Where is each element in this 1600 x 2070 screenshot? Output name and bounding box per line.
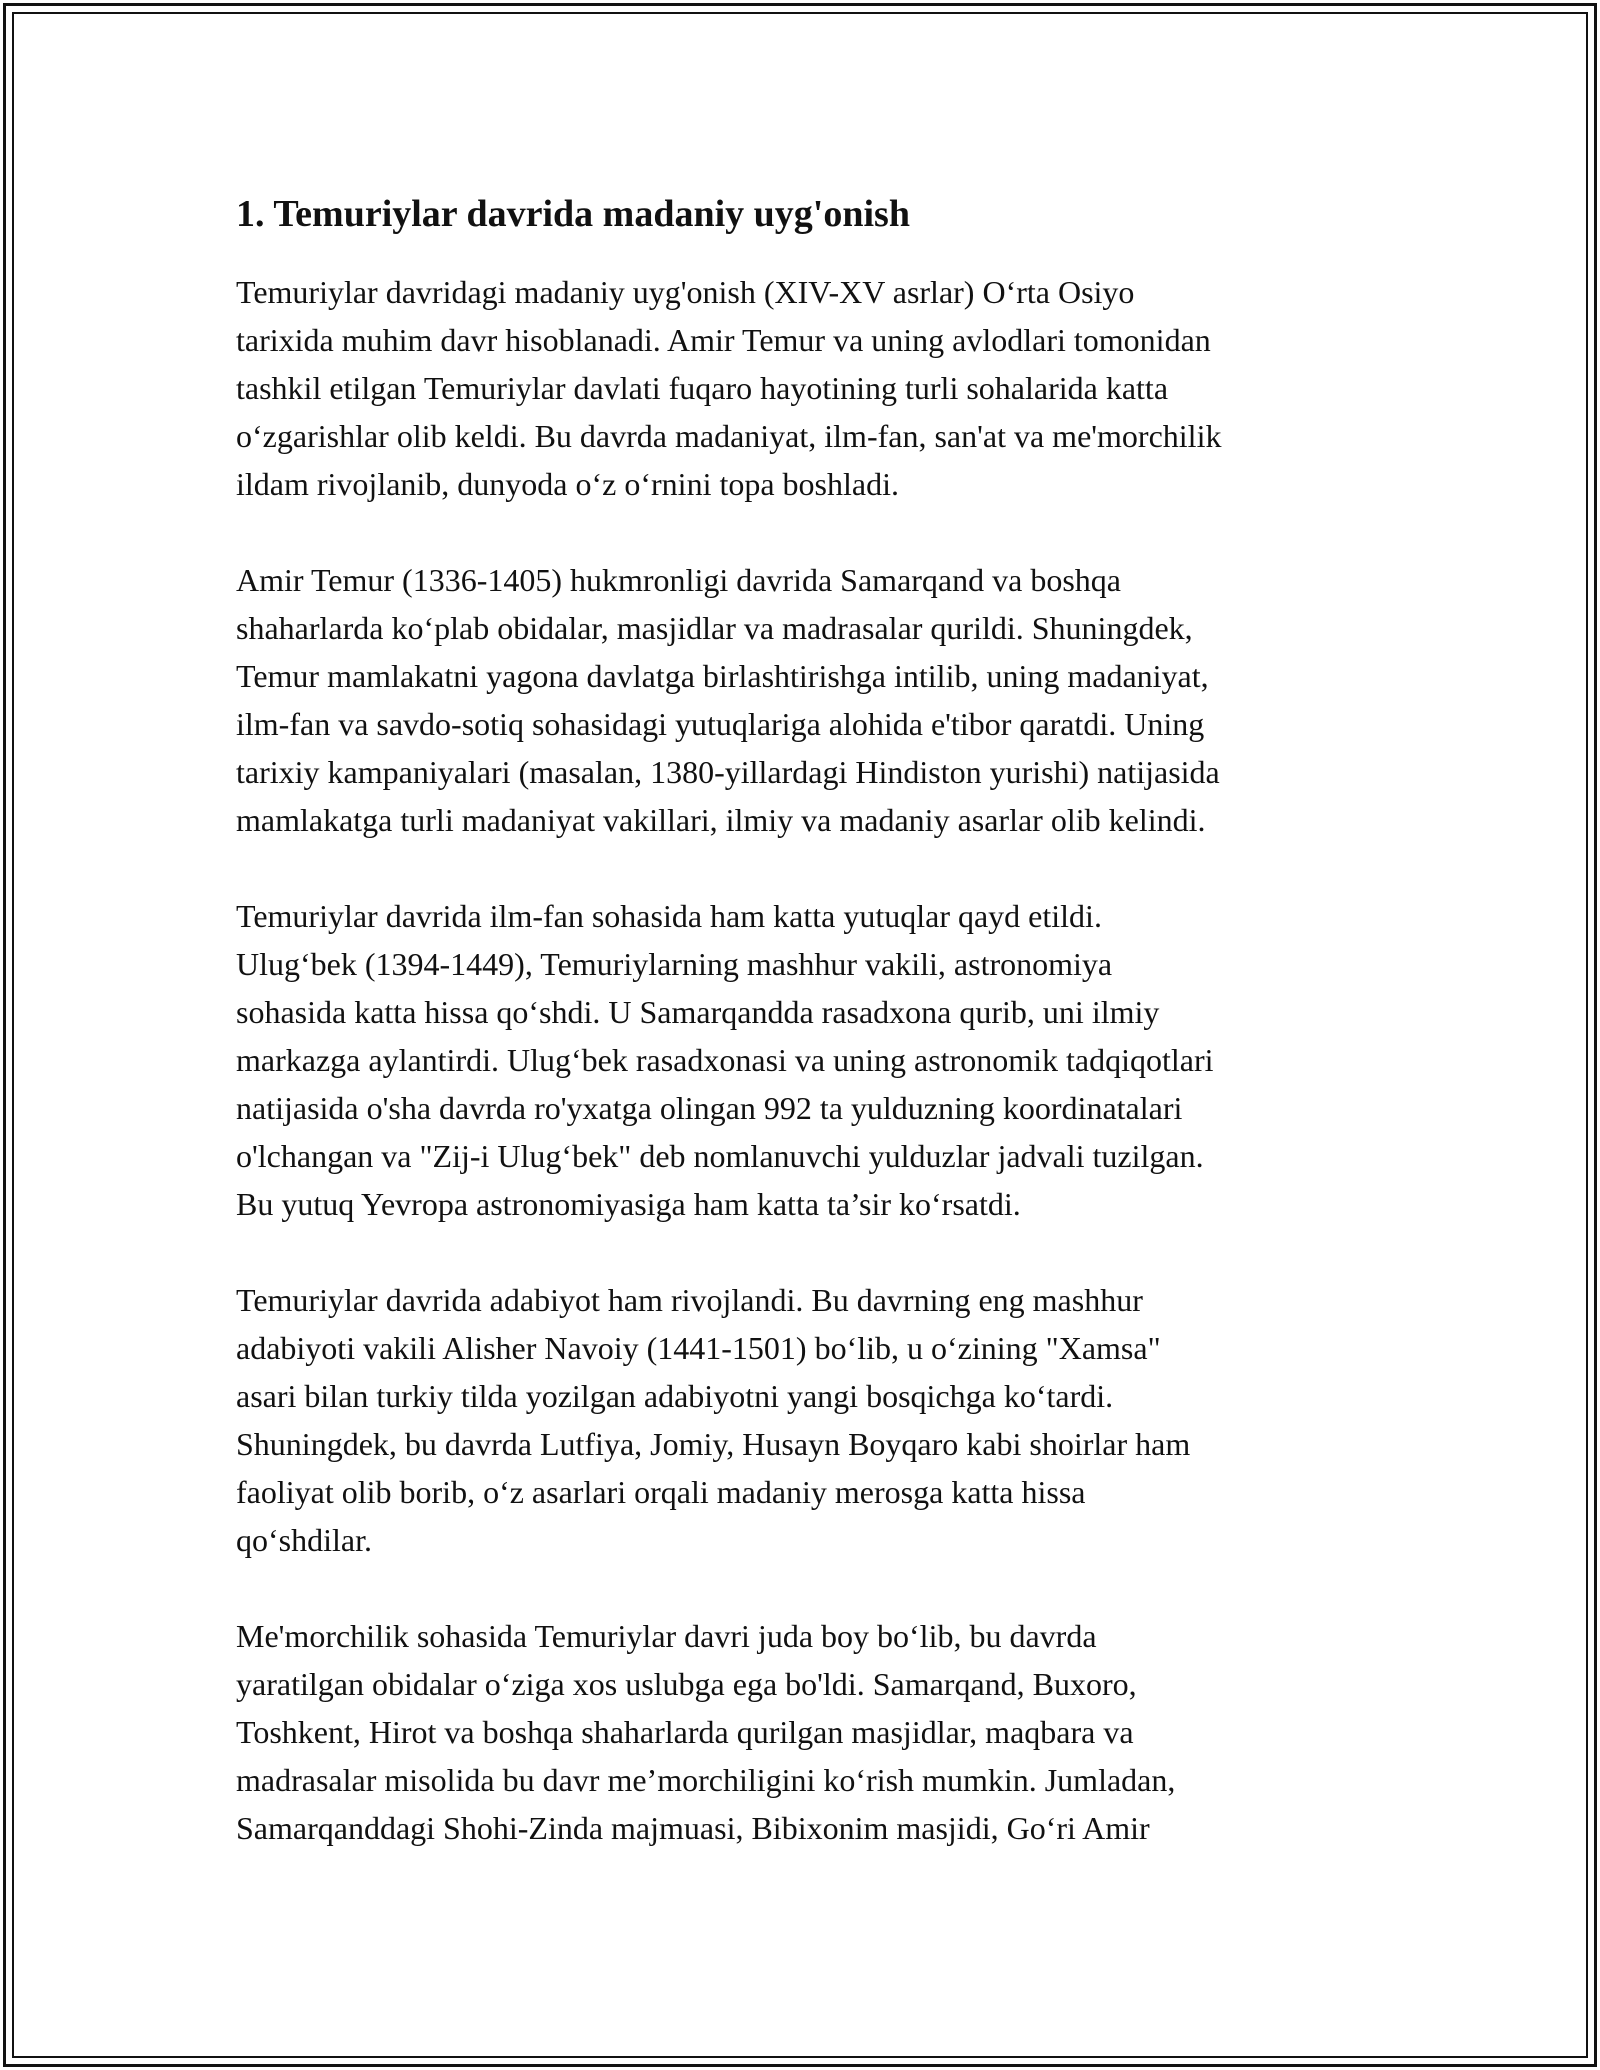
paragraph-line: markazga aylantirdi. Ulug‘bek rasadxonasi va uning astronomik tadqiqotlari [236,1042,1214,1078]
paragraph-architecture [236,1612,1386,1852]
paragraph-line: Bu yutuq Yevropa astronomiyasiga ham katta ta’sir ko‘rsatdi. [236,1186,1021,1222]
paragraph-line: mamlakatga turli madaniyat vakillari, ilmiy va madaniy asarlar olib kelindi. [236,802,1206,838]
paragraph-line: Shuningdek, bu davrda Lutfiya, Jomiy, Husayn Boyqaro kabi shoirlar ham [236,1426,1191,1462]
section-heading: 1. Temuriylar davrida madaniy uyg'onish [236,193,910,235]
paragraph-line: qo‘shdilar. [236,1522,372,1558]
paragraph-line: tashkil etilgan Temuriylar davlati fuqaro hayotining turli sohalarida katta [236,370,1169,406]
paragraph-line: Temuriylar davrida ilm-fan sohasida ham katta yutuqlar qayd etildi. [236,898,1102,934]
paragraph-line: madrasalar misolida bu davr me’morchiligini ko‘rish mumkin. Jumladan, [236,1762,1176,1798]
paragraph-line: Temuriylar davridagi madaniy uyg'onish (XIV-XV asrlar) O‘rta Osiyo [236,274,1135,310]
paragraph-line: shaharlarda ko‘plab obidalar, masjidlar va madrasalar qurildi. Shuningdek, [236,610,1193,646]
paragraph-line: adabiyoti vakili Alisher Navoiy (1441-1501) bo‘lib, u o‘zining "Xamsa" [236,1330,1161,1366]
document-body [236,186,1386,1852]
paragraph-line: ilm-fan va savdo-sotiq sohasidagi yutuqlariga alohida e'tibor qaratdi. Uning [236,706,1205,742]
paragraph-spacer [236,508,1386,556]
paragraph-spacer [236,844,1386,892]
paragraph-spacer [236,1228,1386,1276]
paragraph-line: asari bilan turkiy tilda yozilgan adabiyotni yangi bosqichga ko‘tardi. [236,1378,1114,1414]
paragraph-line: Amir Temur (1336-1405) hukmronligi davrida Samarqand va boshqa [236,562,1121,598]
paragraph-amir-temur [236,556,1386,844]
paragraph-spacer [236,1564,1386,1612]
paragraph-line: o‘zgarishlar olib keldi. Bu davrda madaniyat, ilm-fan, san'at va me'morchilik [236,418,1222,454]
paragraph-line: Ulug‘bek (1394-1449), Temuriylarning mashhur vakili, astronomiya [236,946,1113,982]
paragraph-line: Toshkent, Hirot va boshqa shaharlarda qurilgan masjidlar, maqbara va [236,1714,1134,1750]
paragraph-science [236,892,1386,1228]
paragraph-line: tarixida muhim davr hisoblanadi. Amir Temur va uning avlodlari tomonidan [236,322,1211,358]
paragraph-line: Temur mamlakatni yagona davlatga birlashtirishga intilib, uning madaniyat, [236,658,1209,694]
paragraph-line: Samarqanddagi Shohi-Zinda majmuasi, Bibixonim masjidi, Go‘ri Amir [236,1810,1150,1846]
paragraph-intro [236,268,1386,508]
paragraph-line: tarixiy kampaniyalari (masalan, 1380-yillardagi Hindiston yurishi) natijasida [236,754,1220,790]
paragraph-line: yaratilgan obidalar o‘ziga xos uslubga ega bo'ldi. Samarqand, Buxoro, [236,1666,1137,1702]
paragraph-line: sohasida katta hissa qo‘shdi. U Samarqandda rasadxona qurib, uni ilmiy [236,994,1160,1030]
paragraph-line: Temuriylar davrida adabiyot ham rivojlandi. Bu davrning eng mashhur [236,1282,1143,1318]
paragraph-literature [236,1276,1386,1564]
paragraph-line: ildam rivojlanib, dunyoda o‘z o‘rnini topa boshladi. [236,466,899,502]
paragraph-line: natijasida o'sha davrda ro'yxatga olingan 992 ta yulduzning koordinatalari [236,1090,1183,1126]
paragraph-line: o'lchangan va "Zij-i Ulug‘bek" deb nomlanuvchi yulduzlar jadvali tuzilgan. [236,1138,1204,1174]
paragraph-line: Me'morchilik sohasida Temuriylar davri juda boy bo‘lib, bu davrda [236,1618,1097,1654]
paragraph-line: faoliyat olib borib, o‘z asarlari orqali madaniy merosga katta hissa [236,1474,1086,1510]
